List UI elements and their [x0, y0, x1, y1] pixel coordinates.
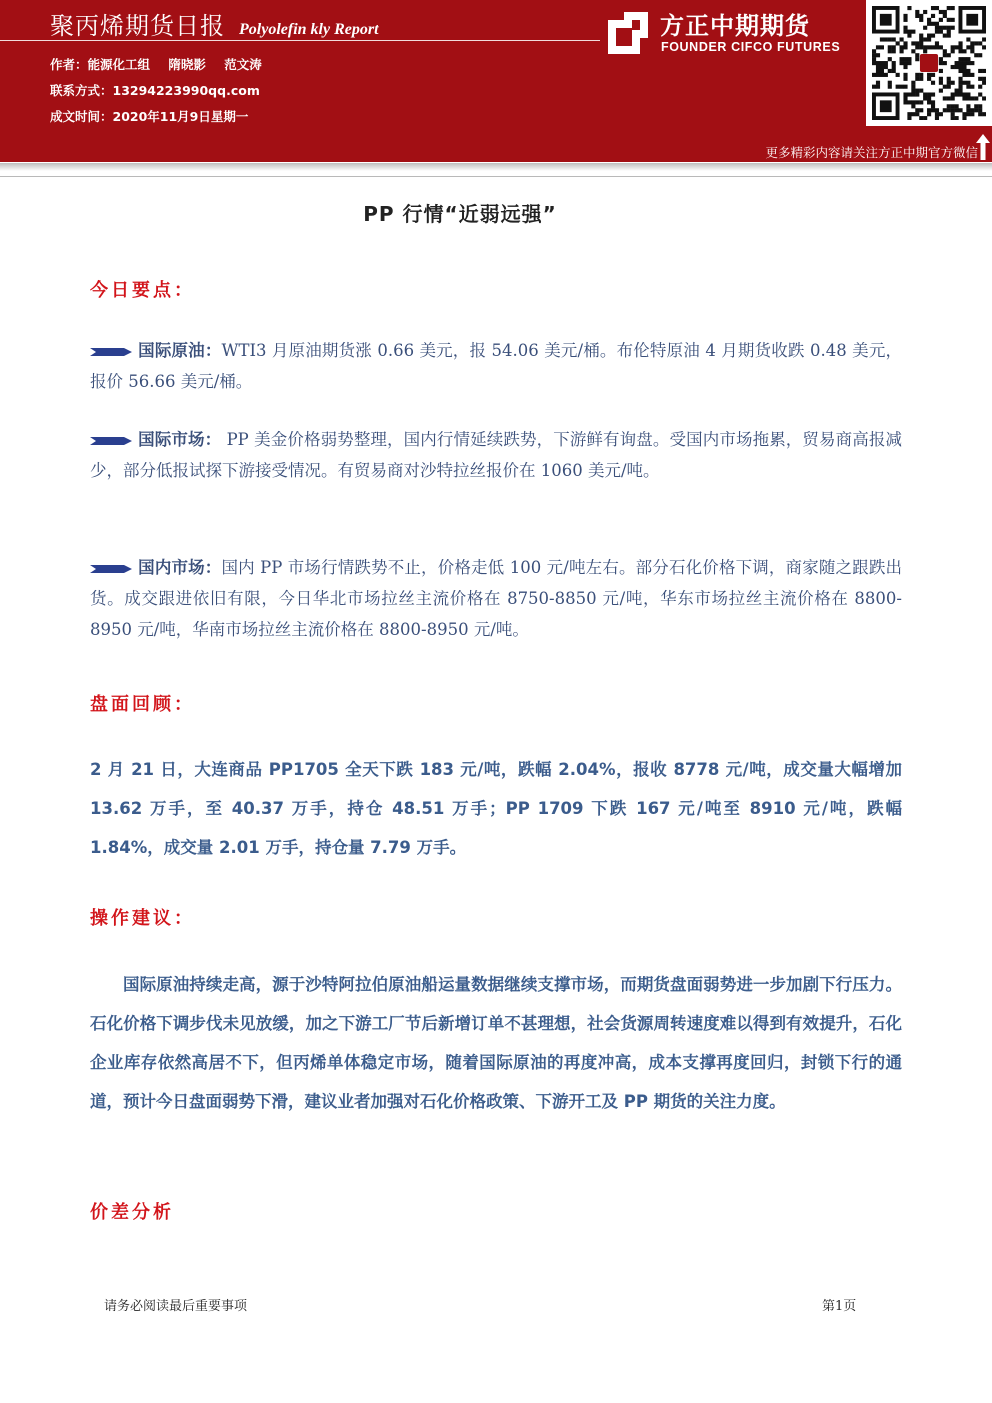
author-name: 范文涛 [224, 57, 262, 72]
logo-text-cn: 方正中期期货 [660, 12, 810, 40]
contact-line: 联系方式：13294223990qq.com [50, 83, 260, 98]
logo-text-en: FOUNDER CIFCO FUTURES [661, 40, 841, 54]
author-line [50, 55, 262, 73]
wechat-follow-note: 更多精彩内容请关注方正中期官方微信 [765, 145, 978, 160]
report-title-cn: 聚丙烯期货日报 [50, 12, 225, 40]
author-name: 隋晓影 [168, 57, 206, 72]
domestic-market-paragraph [90, 552, 902, 645]
crude-oil-text: WTI3 月原油期货涨 0.66 美元，报 54.06 美元/桶。布伦特原油 4 月期货收跌 0.48 美元，报价 56.66 美元/桶。 [90, 341, 902, 391]
section-spread-analysis: 价差分析 [90, 1202, 174, 1223]
arrow-bullet-icon [90, 434, 132, 448]
document-title: PP 行情“近弱远强” [363, 202, 557, 226]
company-logo [604, 6, 866, 60]
crude-oil-paragraph [90, 335, 902, 397]
section-key-points: 今日要点： [90, 280, 195, 301]
authors-label: 作者：能源化工组 [50, 57, 151, 72]
intl-market-paragraph [90, 424, 902, 486]
header-divider [0, 40, 600, 41]
arrow-up-icon [976, 134, 990, 160]
section-operation-advice: 操作建议： [90, 908, 195, 929]
date-line: 成文时间：2020年11月9日星期一 [50, 109, 249, 124]
crude-oil-label: 国际原油： [138, 341, 222, 360]
qr-code-icon [872, 6, 986, 120]
domestic-market-label: 国内市场： [138, 558, 222, 577]
footer-notice: 请务必阅读最后重要事项 [104, 1299, 248, 1314]
qr-code [866, 0, 992, 126]
operation-advice-text: 国际原油持续走高，源于沙特阿拉伯原油船运量数据继续支撑市场，而期货盘面弱势进一步加剧下行压力。石化价格下调步伐未见放缓，加之下游工厂节后新增订单不甚理想，社会货源周转速度难以得到有效提升，石化企业库存依然高居不下，但丙烯单体稳定市场，随着国际原油的再度冲高，成本支撑再度回归，封锁下行的通道，预计今日盘面弱势下滑，建议业者加强对石化价格政策、下游开工及 PP 期货的关注力度。 [90, 975, 902, 1111]
report-header-banner [0, 0, 992, 162]
section-market-review: 盘面回顾： [90, 694, 195, 715]
page-number: 第1页 [822, 1299, 857, 1314]
header-underline [0, 176, 992, 177]
header-shadow [0, 163, 992, 171]
arrow-bullet-icon [90, 345, 132, 359]
intl-market-label: 国际市场： [138, 430, 222, 449]
market-review-text: 2 月 21 日，大连商品 PP1705 全天下跌 183 元/吨，跌幅 2.04%，报收 8778 元/吨，成交量大幅增加 13.62 万手，至 40.37 万手，持仓 48.51 万手；PP 1709 下跌 167 元/吨至 8910 元/吨，跌幅 1.84%，成交量 2.01 万手，持仓量 7.79 万手。 [90, 760, 902, 857]
arrow-bullet-icon [90, 562, 132, 576]
report-title-block [50, 6, 379, 41]
domestic-market-text: 国内 PP 市场行情跌势不止，价格走低 100 元/吨左右。部分石化价格下调，商家随之跟跌出货。成交跟进依旧有限，今日华北市场拉丝主流价格在 8750-8850 元/吨，华东市场拉丝主流价格在 8800-8950 元/吨，华南市场拉丝主流价格在 8800-8950 元/吨。 [90, 558, 902, 639]
report-title-en: Polyolefin kly Report [239, 21, 379, 38]
intl-market-text: PP 美金价格弱势整理，国内行情延续跌势，下游鲜有询盘。受国内市场拖累，贸易商高报减少，部分低报试探下游接受情况。有贸易商对沙特拉丝报价在 1060 美元/吨。 [90, 430, 903, 480]
logo-mark-icon [604, 8, 654, 58]
